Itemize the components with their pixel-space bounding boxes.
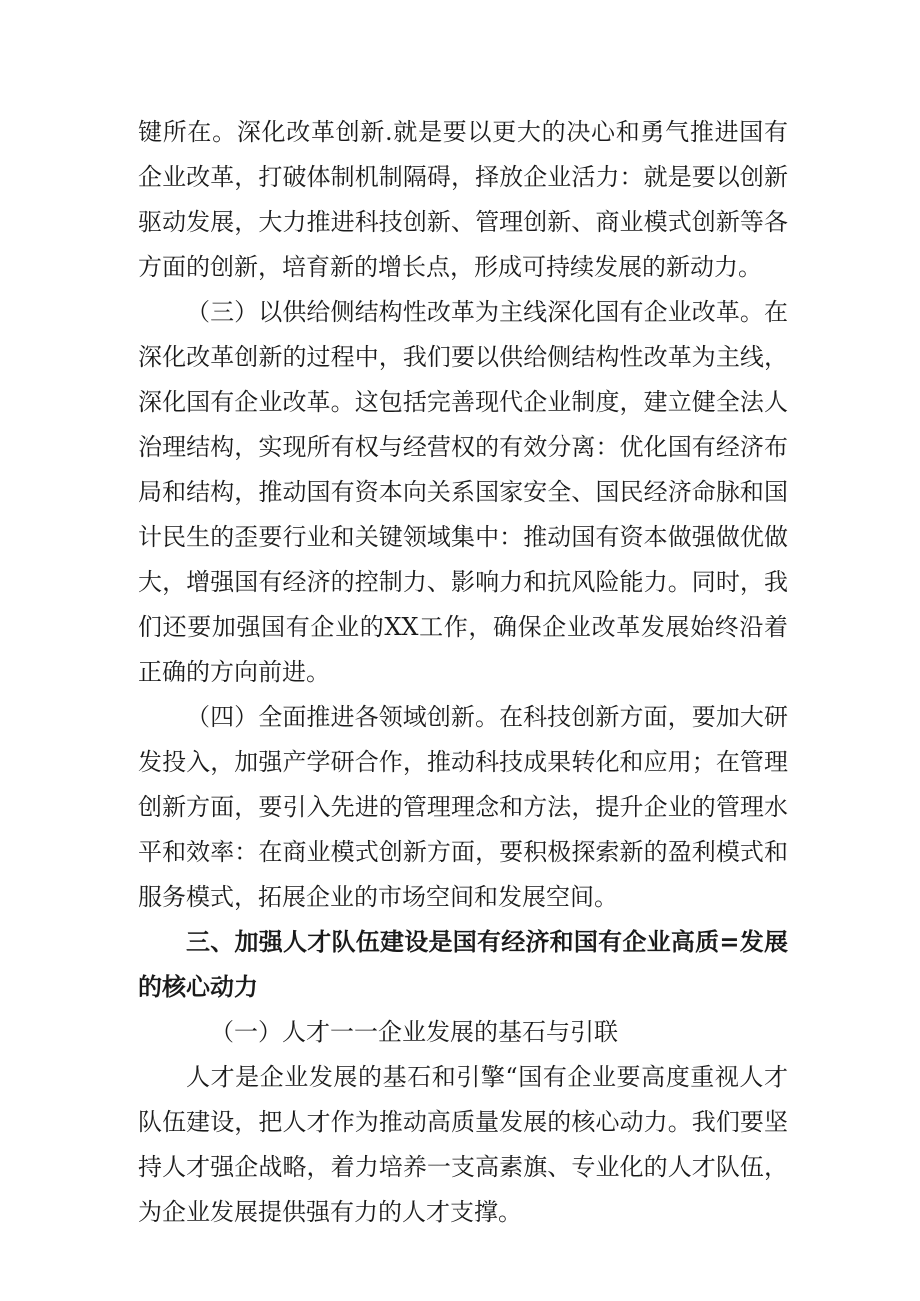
paragraph-continuation: 键所在。深化改革创新.就是要以更大的决心和勇气推进国有企业改革，打破体制机制隔碍，择放企业活力：就是要以创新驱动发展，大力推进科技创新、管理创新、商业模式创新等各方面的创新，培育新的增长点，形成可持续发展的新动力。 bbox=[138, 118, 788, 281]
document-body bbox=[138, 110, 788, 1235]
paragraph-section-4: （四）全面推进各领域创新。在科技创新方面，要加大研发投入，加强产学研合作，推动科技成果转化和应用；在管理创新方面，要引入先进的管理理念和方法，提升企业的管理水平和效率：在商业模式创新方面，要积极探索新的盈利模式和服务模式，拓展企业的市场空间和发展空间。 bbox=[138, 703, 788, 911]
section-heading: 三、加强人才队伍建设是国有经济和国有企业高质=发展的核心动力 bbox=[138, 928, 788, 1001]
paragraph-section-3: （三）以供给侧结构性改革为主线深化国有企业改革。在深化改革创新的过程中，我们要以供给侧结构性改革为主线，深化国有企业改革。这包括完善现代企业制度，建立健全法人治理结构，实现所有权与经营权的有效分离：优化国有经济布局和结构，推动国有资本向关系国家安全、国民经济命脉和国计民生的歪要行业和关键领域集中：推动国有资本做强做优做大，增强国有经济的控制力、影响力和抗风险能力。同时，我们还要加强国有企业的XX工作，确保企业改革发展始终沿着正确的方向前进。 bbox=[138, 298, 788, 686]
paragraph-talent: 人才是企业发展的基石和引擎“国有企业要高度重视人才队伍建设，把人才作为推动高质量发展的核心动力。我们要坚持人才强企战略，着力培养一支高素旗、专业化的人才队伍，为企业发展提供强有力的人才支撑。 bbox=[138, 1063, 788, 1226]
subsection-heading: （一）人才一一企业发展的基石与引联 bbox=[210, 1018, 618, 1046]
